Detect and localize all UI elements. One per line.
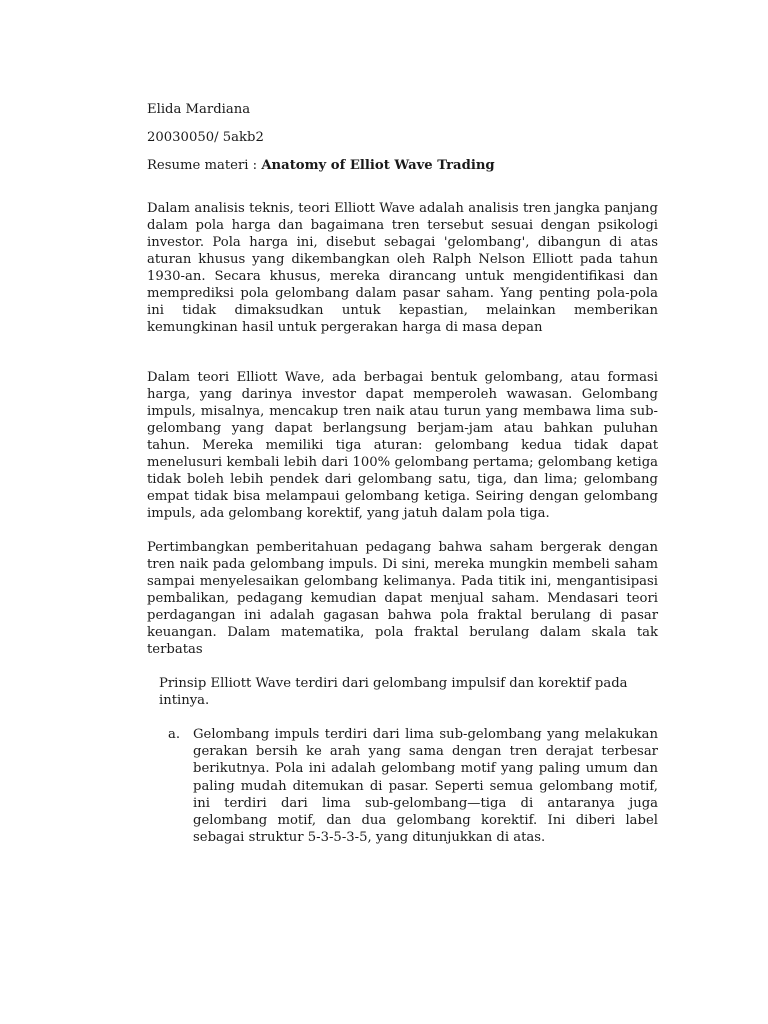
author-name: Elida Mardiana xyxy=(147,102,251,117)
resume-heading xyxy=(147,158,658,174)
resume-prefix: Resume materi : xyxy=(147,158,262,173)
list-marker: a. xyxy=(168,727,181,742)
paragraph-elliott-wave-intro: Dalam analisis teknis, teori Elliott Wave adalah analisis tren jangka panjang dalam pola harga dan bagaimana tren tersebut sesuai dengan psikologi investor. Pola harga ini, disebut sebagai 'gelombang', dibangun di atas aturan khusus yang dikembangkan oleh Ralph Nelson Elliott pada tahun 1930-an. Secara khusus, mereka dirancang untuk mengidentifikasi dan memprediksi pola gelombang dalam pasar saham. Yang penting pola-pola ini tidak dimaksudkan untuk kepastian, melainkan memberikan kemungkinan hasil untuk pergerakan harga di masa depan xyxy=(147,201,658,335)
list-item-text: Gelombang impuls terdiri dari lima sub-gelombang yang melakukan gerakan bersih ke arah yang sama dengan tren derajat terbesar berikutnya. Pola ini adalah gelombang motif yang paling umum dan paling mudah ditemukan di pasar. Seperti semua gelombang motif, ini terdiri dari lima sub-gelombang—tiga di antaranya juga gelombang motif, dan dua gelombang korektif. Ini diberi label sebagai struktur 5-3-5-3-5, yang ditunjukkan di atas. xyxy=(193,727,658,846)
paragraph-trading-example: Pertimbangkan pemberitahuan pedagang bahwa saham bergerak dengan tren naik pada gelombang impuls. Di sini, mereka mungkin membeli saham sampai menyelesaikan gelombang kelimanya. Pada titik ini, mengantisipasi pembalikan, pedagang kemudian dapat menjual saham. Mendasari teori perdagangan ini adalah gagasan bahwa pola fraktal berulang di pasar keuangan. Dalam matematika, pola fraktal berulang dalam skala tak terbatas xyxy=(147,540,658,657)
principle-statement: Prinsip Elliott Wave terdiri dari gelombang impulsif dan korektif pada intinya. xyxy=(159,676,628,708)
list-item xyxy=(147,726,658,846)
paragraph-wave-forms: Dalam teori Elliott Wave, ada berbagai bentuk gelombang, atau formasi harga, yang darinya investor dapat memperoleh wawasan. Gelombang impuls, misalnya, mencakup tren naik atau turun yang membawa lima sub-gelombang yang dapat berlangsung berjam-jam atau bahkan puluhan tahun. Mereka memiliki tiga aturan: gelombang kedua tidak dapat menelusuri kembali lebih dari 100% gelombang pertama; gelombang ketiga tidak boleh lebih pendek dari gelombang satu, tiga, dan lima; gelombang empat tidak bisa melampaui gelombang ketiga. Seiring dengan gelombang impuls, ada gelombang korektif, yang jatuh dalam pola tiga. xyxy=(147,370,658,521)
resume-title: Anatomy of Elliot Wave Trading xyxy=(261,158,495,173)
wave-types-list xyxy=(147,726,658,846)
student-id: 20030050/ 5akb2 xyxy=(147,130,264,145)
